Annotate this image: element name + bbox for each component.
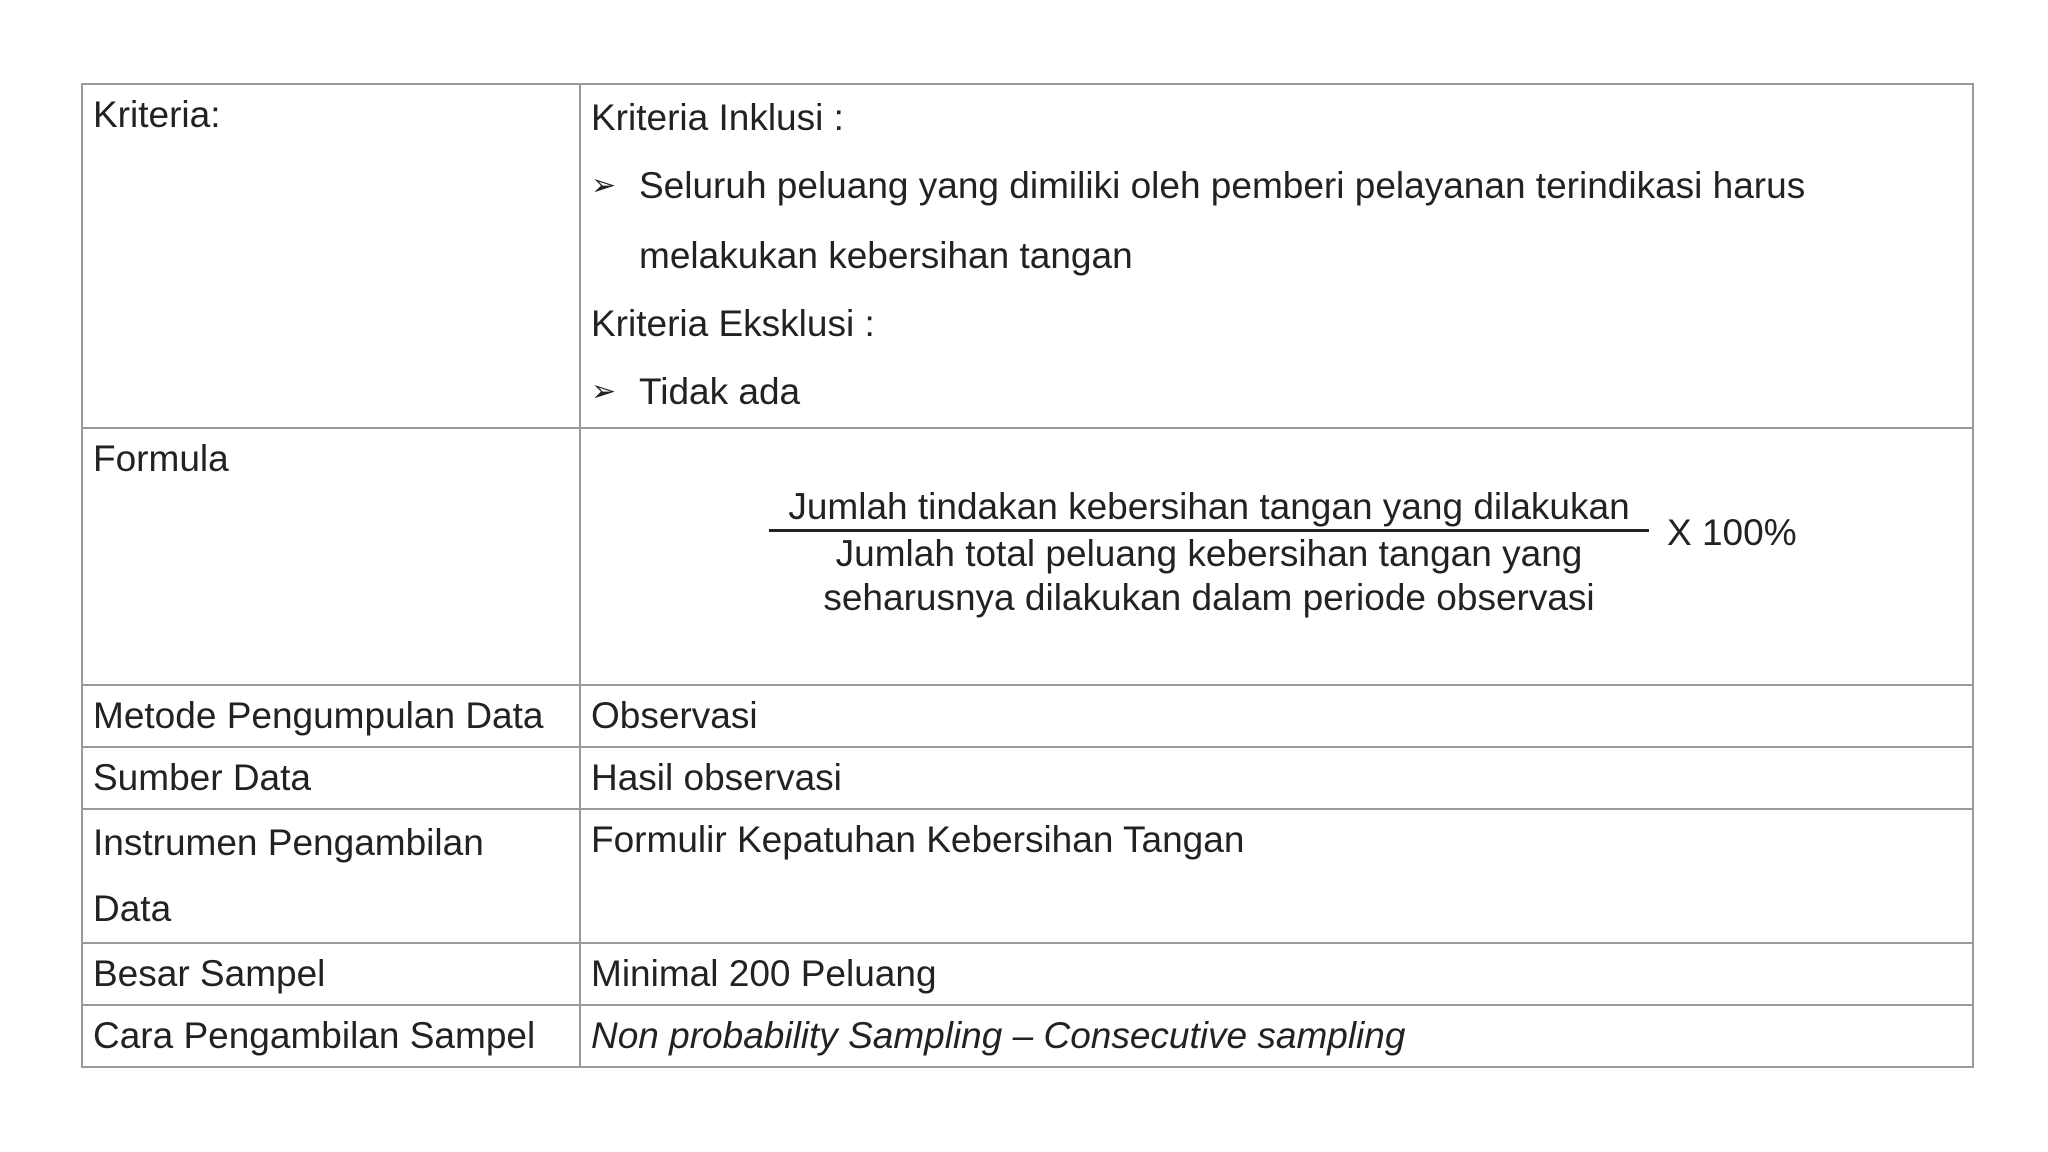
arrow-bullet-icon: ➢ <box>591 375 617 408</box>
eksklusi-heading: Kriteria Eksklusi : <box>591 303 875 344</box>
cara-sampel-label: Cara Pengambilan Sampel <box>82 1005 580 1067</box>
cara-sampel-value: Non probability Sampling – Consecutive sampling <box>580 1005 1973 1067</box>
instrumen-value: Formulir Kepatuhan Kebersihan Tangan <box>580 809 1973 943</box>
table-row-besar-sampel <box>82 943 1973 1005</box>
formula-denominator-line-2: seharusnya dilakukan dalam periode observasi <box>823 577 1595 618</box>
formula-content <box>580 428 1973 685</box>
table-row-instrumen <box>82 809 1973 943</box>
list-item-inklusi <box>591 151 1962 291</box>
kriteria-label: Kriteria: <box>82 84 580 428</box>
formula-denominator-line-1: Jumlah total peluang kebersihan tangan yang <box>835 533 1583 574</box>
formula-multiplier: X 100% <box>1667 512 1797 553</box>
list-item-eksklusi <box>591 357 1962 427</box>
table-row-formula <box>82 428 1973 685</box>
sumber-label: Sumber Data <box>82 747 580 809</box>
formula-numerator: Jumlah tindakan kebersihan tangan yang dilakukan <box>769 485 1649 532</box>
table-row-cara-sampel <box>82 1005 1973 1067</box>
eksklusi-item-text: Tidak ada <box>639 371 801 412</box>
metode-value: Observasi <box>580 685 1973 747</box>
besar-sampel-value: Minimal 200 Peluang <box>580 943 1973 1005</box>
formula-fraction <box>769 485 1649 620</box>
arrow-bullet-icon: ➢ <box>591 169 617 202</box>
metode-label: Metode Pengumpulan Data <box>82 685 580 747</box>
table-row-kriteria <box>82 84 1973 428</box>
formula-expression <box>591 429 1962 684</box>
besar-sampel-label: Besar Sampel <box>82 943 580 1005</box>
inklusi-item-text: Seluruh peluang yang dimiliki oleh pemberi pelayanan terindikasi harus melakukan kebersihan tangan <box>639 165 1806 276</box>
table-row-sumber <box>82 747 1973 809</box>
table-row-metode <box>82 685 1973 747</box>
inklusi-heading: Kriteria Inklusi : <box>591 97 844 138</box>
instrumen-label: Instrumen Pengambilan Data <box>82 809 580 943</box>
formula-label: Formula <box>82 428 580 685</box>
sumber-value: Hasil observasi <box>580 747 1973 809</box>
indicator-table <box>81 83 1974 1068</box>
kriteria-content <box>580 84 1973 428</box>
